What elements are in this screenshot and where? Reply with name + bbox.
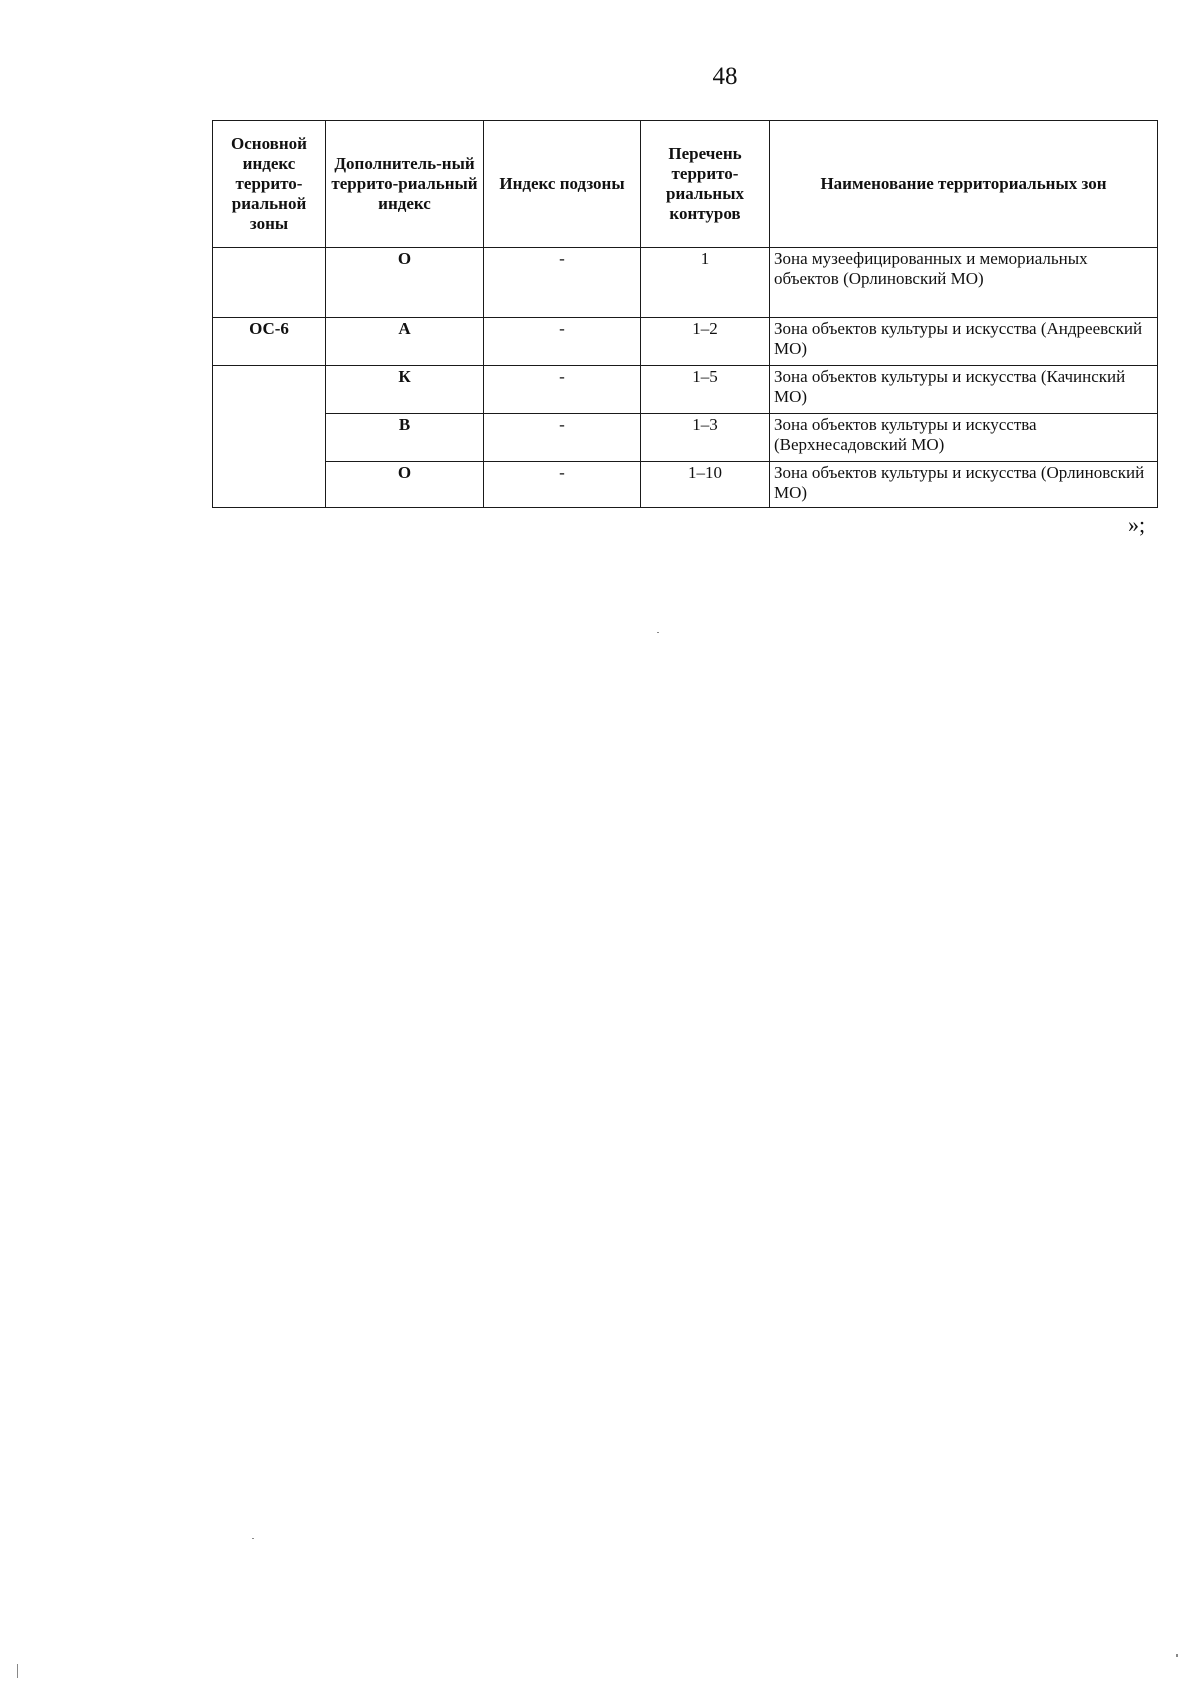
cell-additional-index: О <box>326 462 484 508</box>
cell-main-index <box>213 462 326 508</box>
cell-zone-name: Зона объектов культуры и искусства (Верхнесадовский МО) <box>770 414 1158 462</box>
cell-zone-name: Зона объектов культуры и искусства (Качинский МО) <box>770 366 1158 414</box>
cell-subzone-index: - <box>484 366 641 414</box>
table-row <box>213 318 1158 366</box>
table-row <box>213 248 1158 318</box>
cell-subzone-index: - <box>484 248 641 318</box>
cell-zone-name: Зона музеефицированных и мемориальных объектов (Орлиновский МО) <box>770 248 1158 318</box>
cell-main-index <box>213 248 326 318</box>
cell-main-index <box>213 414 326 462</box>
cell-additional-index: В <box>326 414 484 462</box>
cell-contours: 1–3 <box>641 414 770 462</box>
cell-contours: 1–2 <box>641 318 770 366</box>
header-zone-name: Наименование территориальных зон <box>770 121 1158 248</box>
cell-additional-index: А <box>326 318 484 366</box>
cell-contours: 1–5 <box>641 366 770 414</box>
table-row <box>213 366 1158 414</box>
table-header-row <box>213 121 1158 248</box>
cell-contours: 1 <box>641 248 770 318</box>
table-row <box>213 462 1158 508</box>
closing-quote-mark: »; <box>1128 512 1146 537</box>
scan-speck <box>252 1538 254 1539</box>
cell-zone-name: Зона объектов культуры и искусства (Орлиновский МО) <box>770 462 1158 508</box>
header-contours-list: Перечень террито-риальных контуров <box>641 121 770 248</box>
header-additional-index: Дополнитель-ный террито-риальный индекс <box>326 121 484 248</box>
header-main-index: Основной индекс террито-риальной зоны <box>213 121 326 248</box>
cell-main-index <box>213 366 326 414</box>
cell-contours: 1–10 <box>641 462 770 508</box>
header-subzone-index: Индекс подзоны <box>484 121 641 248</box>
cell-additional-index: О <box>326 248 484 318</box>
cell-subzone-index: - <box>484 318 641 366</box>
page-number: 48 <box>712 63 738 90</box>
cell-subzone-index: - <box>484 414 641 462</box>
territorial-zones-table <box>212 120 1158 508</box>
cell-main-index: ОС-6 <box>213 318 326 366</box>
cell-subzone-index: - <box>484 462 641 508</box>
cell-additional-index: К <box>326 366 484 414</box>
cell-zone-name: Зона объектов культуры и искусства (Андреевский МО) <box>770 318 1158 366</box>
table-row <box>213 414 1158 462</box>
scan-speck <box>1176 1654 1178 1657</box>
scan-edge-mark <box>17 1664 18 1678</box>
scan-speck <box>657 632 659 633</box>
